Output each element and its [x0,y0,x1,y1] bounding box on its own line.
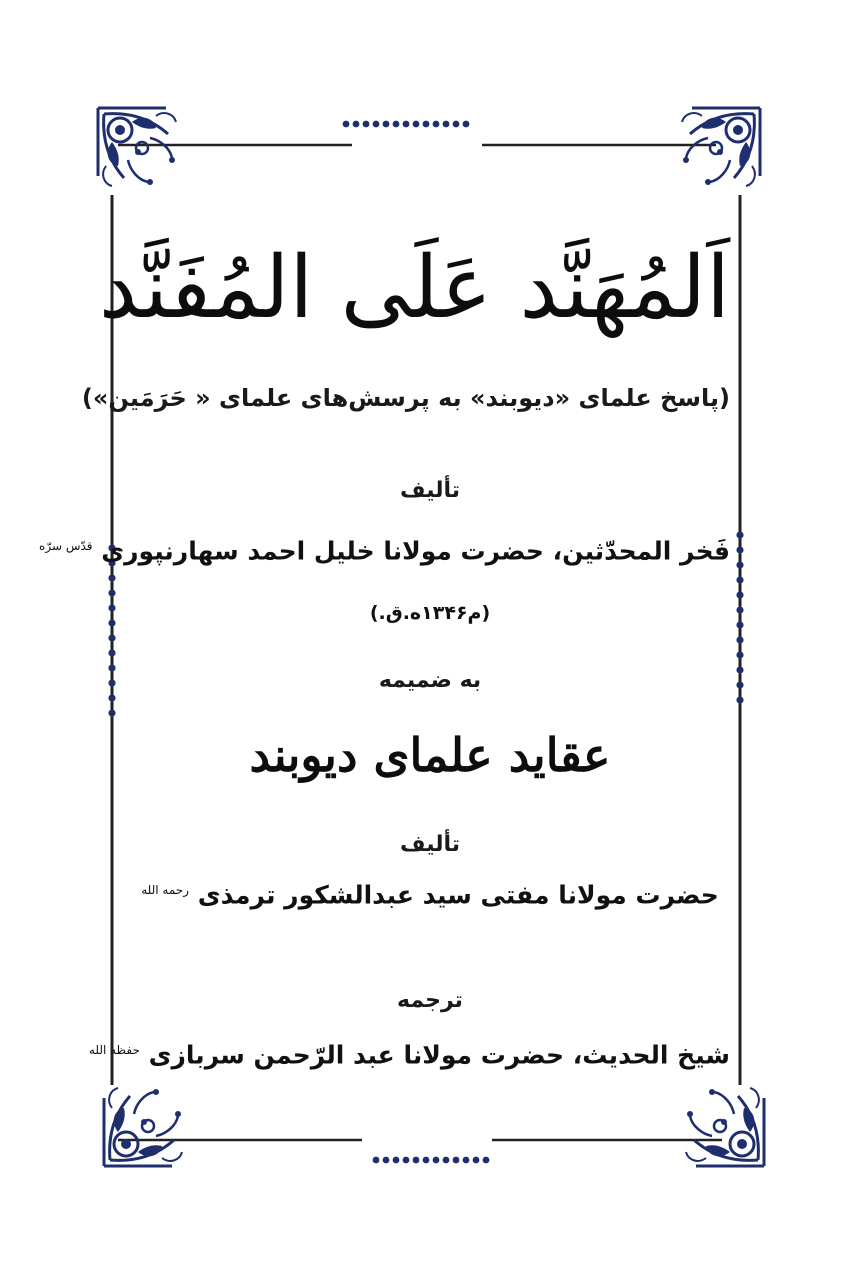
translator-label: ترجمه [397,988,463,1013]
author-date: (م۱۳۴۶ه.ق.) [369,602,491,624]
main-title: اَلمُهَنَّد عَلَی المُفَنَّد [98,238,730,338]
corner-ornament-icon [104,1088,182,1166]
author-line-2 [130,870,730,915]
translator-name: شیخ الحدیث، حضرت مولانا عبد الرّحمن سربازی [148,1040,730,1070]
author-label-2: تألیف [400,832,460,857]
translator-line [88,1030,730,1075]
corner-ornament-icon [686,1088,764,1166]
honorific-3: حفظه الله [88,1043,140,1057]
corner-ornament-icon [98,108,176,186]
author-label-1: تألیف [400,478,460,503]
author-name-2: حضرت مولانا مفتی سید عبدالشکور ترمذی [197,880,719,910]
author-line-1 [39,526,730,571]
subtitle: (پاسخ علمای «دیوبند» به پرسش‌های علمای « حَرَمَین») [81,384,730,412]
top-dot-row-icon [343,121,470,128]
second-title: عقاید علمای دیوبند [249,728,611,782]
appendix-label: به ضمیمه [378,668,482,693]
author-name-1: فَخر المحدّثین، حضرت مولانا خلیل احمد سهارنپوری [101,536,730,566]
bottom-dot-row-icon [373,1157,490,1164]
corner-ornament-icon [682,108,760,186]
honorific-2: رحمه الله [141,883,189,897]
honorific-1: قدّس سرّه [39,539,93,553]
